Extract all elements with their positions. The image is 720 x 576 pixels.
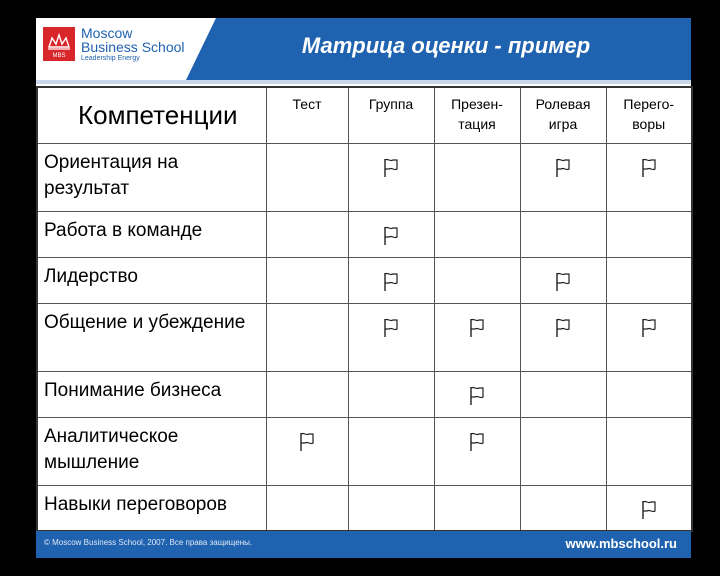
matrix-cell: [348, 485, 434, 531]
matrix-cell: [434, 371, 520, 417]
table-row: [37, 143, 692, 211]
matrix-cell: [520, 485, 606, 531]
matrix-cell: [348, 257, 434, 303]
flag-icon: [554, 158, 572, 183]
matrix-cell: [348, 371, 434, 417]
matrix-cell: [434, 257, 520, 303]
matrix-cell: [434, 303, 520, 371]
competency-label: Работа в команде: [37, 211, 266, 257]
website-link[interactable]: www.mbschool.ru: [565, 536, 677, 551]
flag-icon: [554, 272, 572, 297]
table-row: [37, 485, 692, 531]
table-row: [37, 303, 692, 371]
slide-footer: [36, 531, 691, 558]
matrix-cell: [520, 371, 606, 417]
flag-icon: [382, 158, 400, 183]
flag-icon: [382, 272, 400, 297]
table-row: [37, 371, 692, 417]
matrix-cell: [520, 211, 606, 257]
matrix-cell: [266, 417, 348, 485]
matrix-cell: [606, 303, 692, 371]
competencies-header: Компетенции: [37, 87, 266, 143]
slide-header: [36, 18, 691, 80]
matrix-cell: [266, 143, 348, 211]
matrix-cell: [520, 143, 606, 211]
matrix-cell: [520, 257, 606, 303]
flag-icon: [468, 318, 486, 343]
matrix-cell: [266, 485, 348, 531]
assessment-matrix: [36, 86, 693, 532]
matrix-cell: [266, 211, 348, 257]
matrix-cell: [520, 303, 606, 371]
slide-title: Матрица оценки - пример: [301, 33, 591, 58]
copyright-text: © Moscow Business School, 2007. Все права защищены.: [44, 538, 253, 547]
flag-icon: [554, 318, 572, 343]
logo-text: [81, 26, 185, 63]
column-header-group: Группа: [348, 87, 434, 143]
header-divider: [36, 80, 691, 84]
matrix-cell: [266, 371, 348, 417]
flag-icon: [468, 432, 486, 457]
table-row: [37, 417, 692, 485]
matrix-cell: [434, 143, 520, 211]
flag-icon: [468, 386, 486, 411]
logo-crown-icon: [43, 27, 75, 61]
header-row: [37, 87, 692, 143]
table-row: [37, 257, 692, 303]
column-header-test: Тест: [266, 87, 348, 143]
matrix-cell: [434, 417, 520, 485]
competency-label: Аналитическое мышление: [37, 417, 266, 485]
matrix-cell: [520, 417, 606, 485]
flag-icon: [298, 432, 316, 457]
flag-icon: [640, 500, 658, 525]
flag-icon: [640, 158, 658, 183]
matrix-cell: [266, 303, 348, 371]
matrix-cell: [434, 485, 520, 531]
matrix-cell: [348, 211, 434, 257]
flag-icon: [382, 226, 400, 251]
matrix-cell: [606, 257, 692, 303]
competency-label: Общение и убеждение: [37, 303, 266, 371]
competency-label: Понимание бизнеса: [37, 371, 266, 417]
table-row: [37, 211, 692, 257]
slide: [36, 18, 691, 558]
logo-mark-text: MBS: [52, 53, 66, 59]
logo-emblem: [43, 27, 75, 61]
logo-wedge: [186, 18, 216, 80]
matrix-cell: [348, 143, 434, 211]
logo-line-2: Business School: [81, 39, 185, 55]
logo-line-1: Moscow: [81, 25, 133, 41]
matrix-cell: [606, 417, 692, 485]
matrix-cell: [266, 257, 348, 303]
competency-label: Навыки переговоров: [37, 485, 266, 531]
matrix-cell: [348, 303, 434, 371]
column-header-presentation: Презен- тация: [434, 87, 520, 143]
logo-tagline: Leadership Energy: [81, 55, 140, 62]
matrix-cell: [606, 211, 692, 257]
matrix-cell: [434, 211, 520, 257]
competency-label: Лидерство: [37, 257, 266, 303]
matrix-cell: [606, 143, 692, 211]
flag-icon: [382, 318, 400, 343]
matrix-cell: [348, 417, 434, 485]
matrix-cell: [606, 485, 692, 531]
column-header-role-play: Ролевая игра: [520, 87, 606, 143]
column-header-negotiations: Перего- воры: [606, 87, 692, 143]
matrix-cell: [606, 371, 692, 417]
flag-icon: [640, 318, 658, 343]
competency-label: Ориентация на результат: [37, 143, 266, 211]
